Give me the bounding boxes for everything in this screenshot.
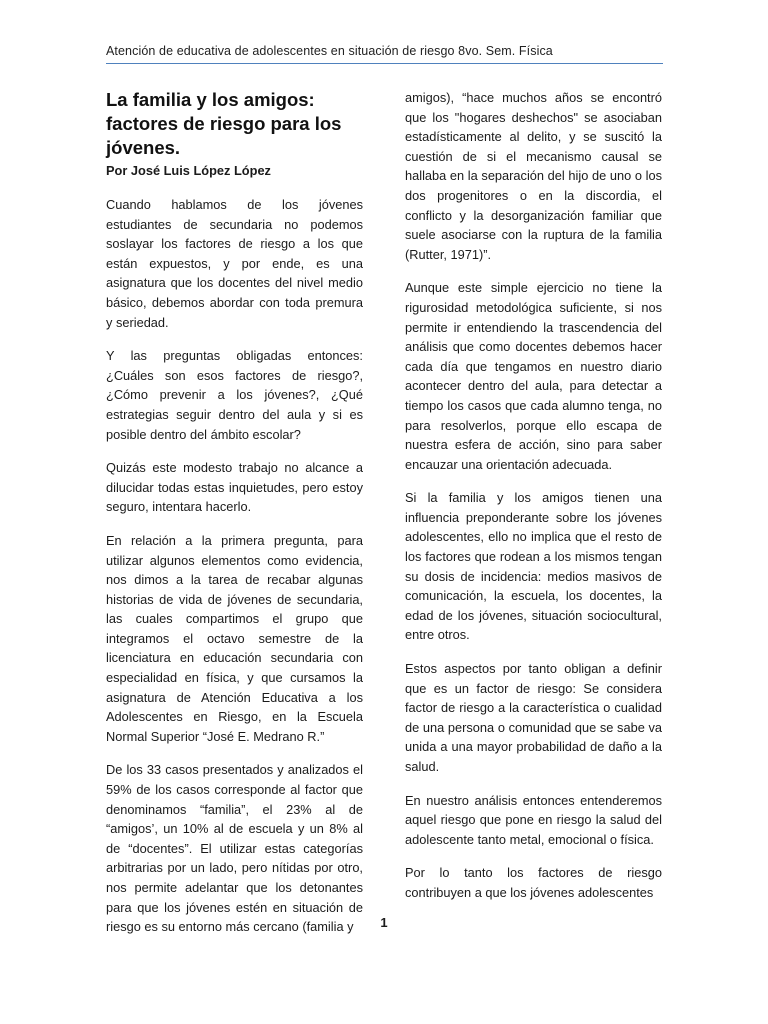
article-author: Por José Luis López López xyxy=(106,163,271,178)
paragraph: Quizás este modesto trabajo no alcance a dilucidar todas estas inquietudes, pero estoy seguro, intentara hacerlo. xyxy=(106,460,363,515)
header-divider xyxy=(106,63,663,64)
paragraph: Y las preguntas obligadas entonces: ¿Cuáles son esos factores de riesgo?, ¿Cómo prevenir a los jóvenes?, ¿Qué estrategias seguir dentro del aula y si es posible dentro del ámbito escolar? xyxy=(106,348,363,442)
page-number: 1 xyxy=(380,915,388,930)
paragraph: En nuestro análisis entonces entenderemos aquel riesgo que pone en riesgo la salud del adolescente tanto metal, emocional o física. xyxy=(405,792,662,847)
paragraph: En relación a la primera pregunta, para utilizar algunos elementos como evidencia, nos dimos a la tarea de recabar algunas historias de vida de jóvenes de secundaria, las cuales compartimos el grupo que integramos el octavo semestre de la licenciatura en educación secundaria con especialidad en física, y que cursamos la asignatura de Atención Educativa a los Adolescentes en Riesgo, en la Escuela Normal Superior “José E. Medrano R.” xyxy=(106,532,363,744)
paragraph: Aunque este simple ejercicio no tiene la rigurosidad metodológica suficiente, si nos permite ir entendiendo la trascendencia del análisis que como docentes debemos hacer cada día que tengamos en nuestro diario acontecer dentro del aula, para detectar a tiempo los casos que cada alumno tenga, no para resolverlos, porque ello escapa de nuestra esfera de acción, sino para saber encauzar una orientación adecuada. xyxy=(405,280,662,472)
paragraph: Estos aspectos por tanto obligan a definir que es un factor de riesgo: Se considera factor de riesgo a la característica o cualidad de una persona o comunidad que se sabe va unida a una mayor probabilidad de daño a la salud. xyxy=(405,661,662,774)
paragraph: De los 33 casos presentados y analizados el 59% de los casos corresponde al factor que denominamos “familia”, el 23% al de “amigos’, un 10% al de escuela y un 8% al de “docentes”. El utilizar estas categorías arbitrarias por un lado, pero nítidas por otro, nos permite adelantar que los detonantes para que los jóvenes estén en situación de riesgo es su entorno más cercano (familia y xyxy=(106,762,363,935)
paragraph: Cuando hablamos de los jóvenes estudiantes de secundaria no podemos soslayar los factores de riesgo a los que están expuestos, y por ende, es una asignatura que los docentes del nivel medio básico, debemos abordar con toda premura y seriedad. xyxy=(106,197,363,330)
left-column xyxy=(106,88,363,951)
paragraph: amigos), “hace muchos años se encontró que los "hogares deshechos" se asociaban estadísticamente al delito, y se suscitó la cuestión de si el mecanismo causal se hallaba en la separación del hijo de uno o los dos progenitores o en la discordia, el conflicto y la desorganización familiar que suele asociarse con la ruptura de la familia (Rutter, 1971)”. xyxy=(405,90,662,262)
right-column xyxy=(405,88,662,917)
paragraph: Si la familia y los amigos tienen una influencia preponderante sobre los jóvenes adolescentes, ello no implica que el resto de los factores que rodean a los mismos tengan su dosis de incidencia: medios masivos de comunicación, la escuela, los docentes, la edad de los jóvenes, situación sociocultural, entre otros. xyxy=(405,490,662,643)
article-title: La familia y los amigos: factores de riesgo para los jóvenes. xyxy=(106,89,342,158)
paragraph: Por lo tanto los factores de riesgo contribuyen a que los jóvenes adolescentes xyxy=(405,865,662,900)
running-header: Atención de educativa de adolescentes en situación de riesgo 8vo. Sem. Física xyxy=(106,44,553,58)
